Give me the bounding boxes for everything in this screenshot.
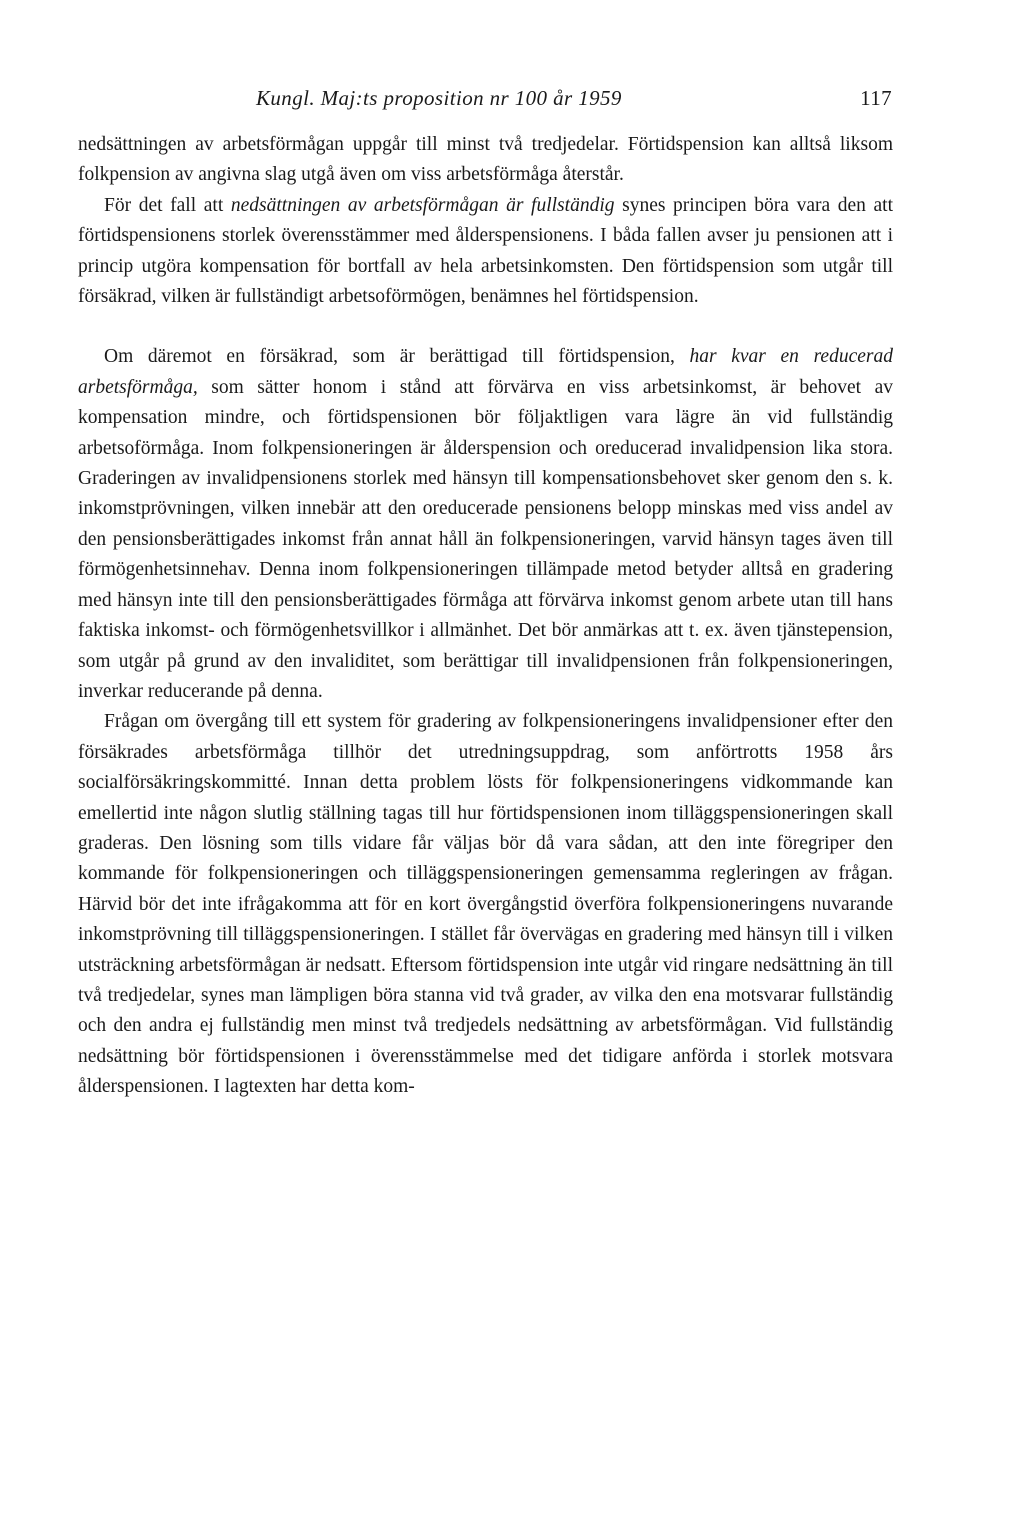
paragraph-text: som sätter honom i stånd att förvärva en viss arbetsinkomst, är behovet av kompensation mindre, och förtidspensionen bör följaktligen vara lägre än vid fullständig arbetsoförmåga. Inom folkpensioneringen är ålderspension och oreducerad invalidpension lika stora. Graderingen av invalidpensionens storlek med hänsyn till kompensationsbehovet sker genom den s. k. inkomstprövningen, vilken innebär att den oreducerade pensionens belopp minskas med viss andel av den pensionsberättigades inkomst från annat håll än folkpensioneringen, varvid hänsyn tages även till förmögenhetsinnehav. Denna inom folkpensioneringen tillämpade metod betyder alltså en gradering med hänsyn inte till den pensionsberättigades förmåga att förvärva inkomst genom arbete utan till hans faktiska inkomst- och förmögenhetsvillkor i allmänhet. Det bör anmärkas att t. ex. även tjänstepension, som utgår på grund av den invaliditet, som berättigar till invalidpensionen från folkpensioneringen, inverkar reducerande på denna. — [78, 376, 893, 702]
paragraph — [78, 191, 893, 313]
running-header — [78, 86, 892, 120]
header-title: Kungl. Maj:ts proposition nr 100 år 1959 — [256, 86, 622, 110]
paragraph-text: Frågan om övergång till ett system för gradering av folkpensioneringens invalidpensioner efter den försäkrades arbetsförmåga tillhör det utredningsuppdrag, som anförtrotts 1958 års socialförsäkringskommitté. Innan detta problem lösts för folkpensioneringens vidkommande kan emellertid inte någon slutlig ställning tagas till hur förtidspensionen inom tilläggspensioneringen skall graderas. Den lösning som tills vidare får väljas bör då vara sådan, att den inte föregriper den kommande för folkpensioneringen och tilläggspensioneringen gemensamma regleringen av frågan. Härvid bör det inte ifrågakomma att för en kort övergångstid överföra folkpensioneringens nuvarande inkomstprövning till tilläggspensioneringen. I stället får övervägas en gradering med hänsyn till i vilken utsträckning arbetsförmågan är nedsatt. Eftersom förtidspension inte utgår vid ringare nedsättning än till två tredjedelar, synes man lämpligen böra stanna vid två grader, av vilka den ena motsvarar fullständig och den andra ej fullständig men minst två tredjedels nedsättning av arbetsförmågan. Vid fullständig nedsättning bör förtidspensionen i överensstämmelse med det tidigare anförda i storlek motsvara ålderspensionen. I lagtexten har detta kom- — [78, 711, 893, 1098]
paragraph-text: Om däremot en försäkrad, som är berättigad till förtidspension, — [104, 346, 690, 368]
page-number: 117 — [860, 86, 892, 110]
paragraph — [78, 130, 893, 191]
paragraph-text: synes principen böra vara den att förtidspensionens storlek överensstämmer med ålderspensionens. I båda fallen avser ju pensionen att i princip utgöra kompensation för bortfall av hela arbetsinkomsten. Den förtidspension som utgår till försäkrad, vilken är fullständigt arbetsoförmögen, benämnes hel förtidspension. — [78, 194, 893, 308]
emphasis-text: nedsättningen av arbetsförmågan är fullständig — [230, 194, 615, 216]
paragraph-text: För det fall att — [104, 194, 231, 216]
paragraph — [78, 707, 893, 1102]
emphasis-text: har kvar en reducerad arbetsförmåga, — [78, 346, 893, 398]
paragraph — [78, 342, 893, 707]
body-text — [78, 130, 893, 1103]
paragraph-text: nedsättningen av arbetsförmågan uppgår till minst två tredjedelar. Förtidspension kan alltså liksom folkpension av angivna slag utgå även om viss arbetsförmåga återstår. — [78, 134, 893, 186]
